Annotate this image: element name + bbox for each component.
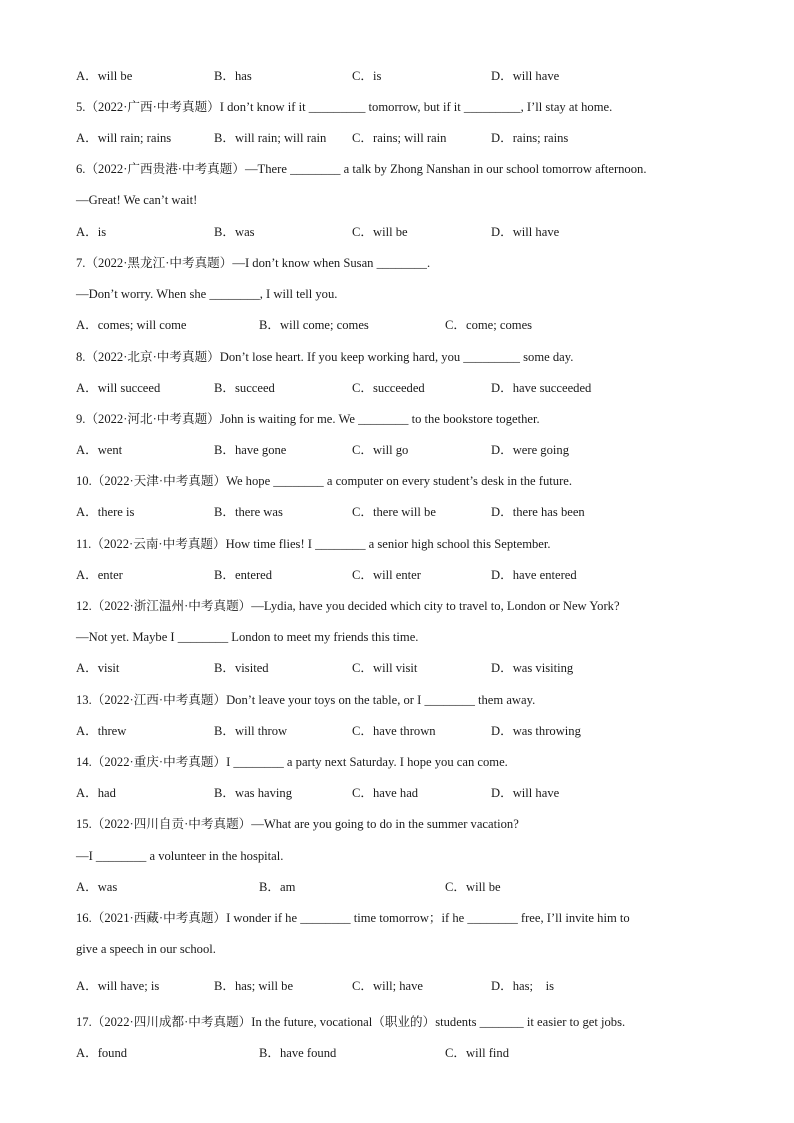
answer-option: D．will have [491,69,560,83]
answer-option: A．is [76,225,107,239]
answer-option: A．enter [76,568,123,582]
answer-option: D．there has been [491,505,585,519]
answer-option: C．have thrown [352,724,436,738]
answer-option: B．have found [259,1046,337,1060]
answer-option: D．will have [491,786,560,800]
answer-option: A．visit [76,661,120,675]
question-text: 12.（2022·浙江温州·中考真题）—Lydia, have you decided which city to travel to, London or New York? [76,599,620,613]
answer-option: A．threw [76,724,127,738]
answer-option: C．have had [352,786,419,800]
question-text: 9.（2022·河北·中考真题）John is waiting for me. We ________ to the bookstore together. [76,412,540,426]
answer-option: B．succeed [214,381,275,395]
question-text: 17.（2022·四川成都·中考真题）In the future, vocational（职业的）students _______ it easier to get jobs. [76,1015,626,1029]
answer-option: D．has; is [491,979,554,993]
answer-option: C．will be [352,225,408,239]
answer-option: C．will visit [352,661,418,675]
question-text: 8.（2022·北京·中考真题）Don’t lose heart. If you keep working hard, you _________ some day. [76,350,574,364]
answer-option: B．has [214,69,252,83]
answer-option: B．will throw [214,724,288,738]
answer-option: A．found [76,1046,128,1060]
answer-option: A．will succeed [76,381,161,395]
answer-option: A．will have; is [76,979,160,993]
answer-option: C．rains; will rain [352,131,447,145]
question-text: 16.（2021·西藏·中考真题）I wonder if he ________ time tomorrow；if he ________ free, I’ll invite him to [76,911,630,925]
answer-option: A．will be [76,69,133,83]
answer-option: B．am [259,880,296,894]
question-text: 6.（2022·广西贵港·中考真题）—There ________ a talk by Zhong Nanshan in our school tomorrow afternoon. [76,162,647,176]
answer-option: B．visited [214,661,269,675]
answer-option: B．there was [214,505,283,519]
question-text: 11.（2022·云南·中考真题）How time flies! I ________ a senior high school this September. [76,537,551,551]
answer-option: B．will come; comes [259,318,369,332]
answer-option: C．will go [352,443,409,457]
answer-option: C．will enter [352,568,421,582]
answer-option: B．was [214,225,255,239]
question-text: —Not yet. Maybe I ________ London to meet my friends this time. [76,630,419,644]
question-text: give a speech in our school. [76,942,216,956]
question-text: —Don’t worry. When she ________, I will tell you. [76,287,338,301]
question-text: —Great! We can’t wait! [76,193,198,207]
answer-option: B．have gone [214,443,287,457]
answer-option: D．was visiting [491,661,574,675]
answer-option: D．have entered [491,568,577,582]
answer-option: B．was having [214,786,293,800]
answer-option: A．was [76,880,118,894]
answer-option: A．went [76,443,123,457]
answer-option: B．has; will be [214,979,294,993]
answer-option: C．succeeded [352,381,425,395]
answer-option: D．was throwing [491,724,581,738]
answer-option: D．have succeeded [491,381,592,395]
answer-option: C．will find [445,1046,510,1060]
answer-option: C．will; have [352,979,424,993]
answer-option: A．will rain; rains [76,131,172,145]
answer-option: D．were going [491,443,569,457]
question-text: —I ________ a volunteer in the hospital. [76,849,284,863]
answer-option: C．will be [445,880,501,894]
answer-option: A．comes; will come [76,318,187,332]
answer-option: D．rains; rains [491,131,569,145]
answer-option: C．is [352,69,382,83]
answer-option: C．come; comes [445,318,533,332]
answer-option: A．had [76,786,116,800]
answer-option: B．entered [214,568,273,582]
answer-option: B．will rain; will rain [214,131,327,145]
question-text: 5.（2022·广西·中考真题）I don’t know if it _________ tomorrow, but if it _________, I’ll stay at home. [76,100,613,114]
answer-option: A．there is [76,505,135,519]
question-text: 15.（2022·四川自贡·中考真题）—What are you going to do in the summer vacation? [76,817,519,831]
answer-option: C．there will be [352,505,436,519]
question-text: 14.（2022·重庆·中考真题）I ________ a party next Saturday. I hope you can come. [76,755,508,769]
answer-option: D．will have [491,225,560,239]
question-text: 7.（2022·黑龙江·中考真题）—I don’t know when Susan ________. [76,256,431,270]
question-text: 10.（2022·天津·中考真题）We hope ________ a computer on every student’s desk in the future. [76,474,572,488]
question-text: 13.（2022·江西·中考真题）Don’t leave your toys on the table, or I ________ them away. [76,693,536,707]
